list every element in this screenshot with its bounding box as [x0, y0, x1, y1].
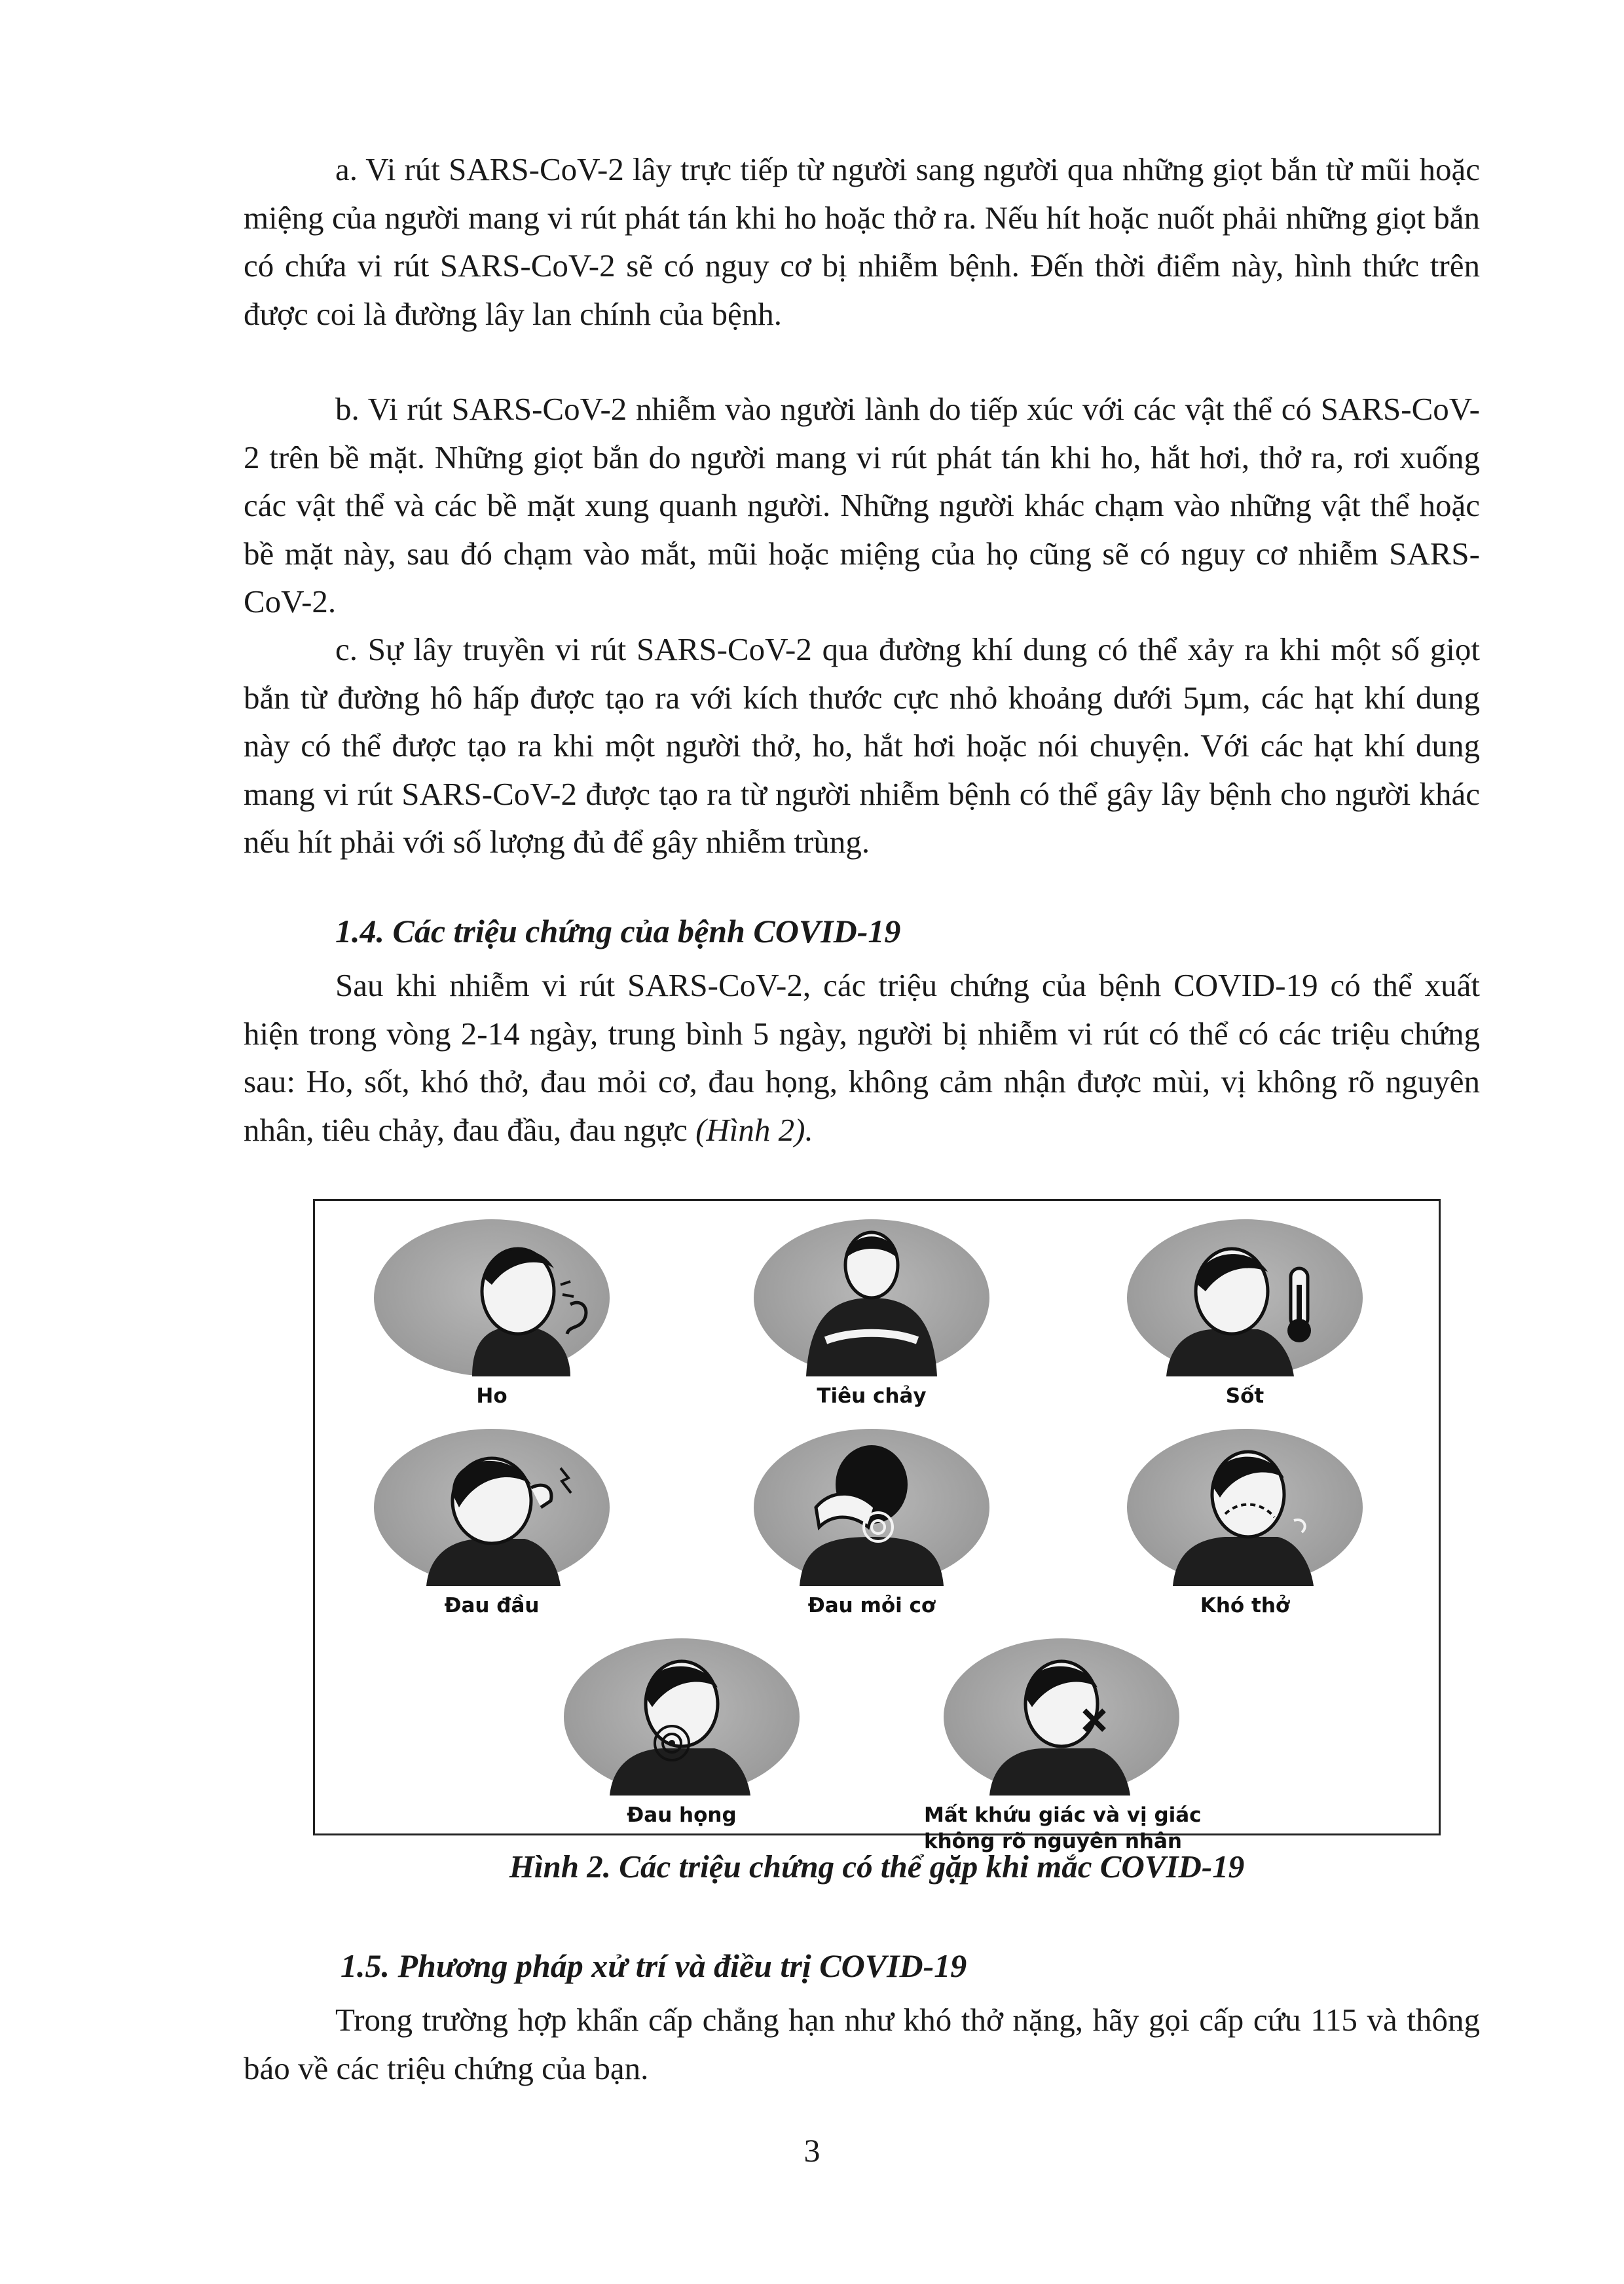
symptom-label-loss-of-smell-taste: [924, 1802, 1317, 1854]
symptom-shortness-of-breath: [1094, 1429, 1435, 1645]
section-1-4-body: [244, 961, 1480, 1154]
section-1-5-heading: 1.5. Phương pháp xử trí và điều trị COVID-19: [341, 1947, 967, 1984]
symptom-cough: [341, 1219, 682, 1435]
symptom-muscle-pain: [721, 1429, 1061, 1645]
page-number: 3: [803, 2132, 821, 2169]
section-1-4-text: Sau khi nhiễm vi rút SARS-CoV-2, các triệu chứng của bệnh COVID-19 có thể xuất hiện trong vòng 2-14 ngày, trung bình 5 ngày, người bị nhiễm vi rút có thể có các triệu chứng sau: Ho, sốt, khó thở, đau mỏi cơ, đau họng, không cảm nhận được mùi, vị không rõ nguyên nhân, tiêu chảy, đau đầu, đau ngực: [244, 967, 1480, 1148]
paragraph-c: c. Sự lây truyền vi rút SARS-CoV-2 qua đường khí dung có thể xảy ra khi một số giọt bắn từ đường hô hấp được tạo ra với kích thước cực nhỏ khoảng dưới 5µm, các hạt khí dung này có thể được tạo ra khi một người thở, ho, hắt hơi hoặc nói chuyện. Với các hạt khí dung mang vi rút SARS-CoV-2 được tạo ra từ người nhiễm bệnh có thể gây lây bệnh cho người khác nếu hít phải với số lượng đủ để gây nhiễm trùng.: [244, 631, 1480, 860]
coughing-person-icon: [374, 1219, 610, 1376]
shortness-of-breath-icon: [1127, 1429, 1363, 1586]
fever-thermometer-icon: [1127, 1219, 1363, 1376]
stomach-ache-icon: [754, 1219, 989, 1376]
neck-pain-icon: [754, 1429, 989, 1586]
paragraph-a: a. Vi rút SARS-CoV-2 lây trực tiếp từ người sang người qua những giọt bắn từ mũi hoặc miệng của người mang vi rút phát tán khi ho hoặc thở ra. Nếu hít hoặc nuốt phải những giọt bắn có chứa vi rút SARS-CoV-2 sẽ có nguy cơ bị nhiễm bệnh. Đến thời điểm này, hình thức trên được coi là đường lây lan chính của bệnh.: [244, 151, 1480, 332]
symptom-fever: [1094, 1219, 1435, 1435]
sore-throat-icon: [564, 1638, 800, 1796]
symptom-label-diarrhea: Tiêu chảy: [817, 1384, 927, 1408]
section-1-5-body: Trong trường hợp khẩn cấp chẳng hạn như khó thở nặng, hãy gọi cấp cứu 115 và thông báo về các triệu chứng của bạn.: [244, 2002, 1480, 2086]
symptom-label-line-2: không rõ nguyên nhân: [924, 1830, 1182, 1853]
section-1-5-body-block: [244, 1996, 1480, 2092]
symptom-label-headache: Đau đầu: [444, 1594, 540, 1617]
paragraph-a-block: [244, 145, 1480, 338]
paragraph-b-block: [244, 385, 1480, 626]
symptom-label-sore-throat: Đau họng: [627, 1803, 737, 1827]
symptom-headache: [341, 1429, 682, 1645]
section-1-4-body-block: [244, 961, 1480, 1154]
paragraph-b: b. Vi rút SARS-CoV-2 nhiễm vào người lành do tiếp xúc với các vật thể có SARS-CoV-2 trên bề mặt. Những giọt bắn do người mang vi rút phát tán khi ho, hắt hơi, thở ra, rơi xuống các vật thể và các bề mặt xung quanh người. Những người khác chạm vào những vật thể hoặc bề mặt này, sau đó chạm vào mắt, mũi hoặc miệng của họ cũng sẽ có nguy cơ nhiễm SARS-CoV-2.: [244, 391, 1480, 619]
loss-of-smell-taste-icon: [944, 1638, 1179, 1796]
symptom-label-shortness-of-breath: Khó thở: [1200, 1594, 1290, 1617]
symptom-label-muscle-pain: Đau mỏi cơ: [807, 1594, 936, 1617]
symptom-sore-throat: [531, 1638, 872, 1854]
symptom-label-fever: Sốt: [1225, 1384, 1264, 1408]
headache-icon: [374, 1429, 610, 1586]
figure-caption: Hình 2. Các triệu chứng có thể gặp khi mắc COVID-19: [509, 1849, 1245, 1885]
symptom-diarrhea: [721, 1219, 1061, 1435]
symptom-loss-of-smell-taste: [911, 1638, 1369, 1854]
symptoms-figure: [313, 1199, 1441, 1853]
paragraph-c-block: [244, 625, 1480, 866]
section-1-4-heading: 1.4. Các triệu chứng của bệnh COVID-19: [335, 913, 901, 949]
figure-reference: (Hình 2).: [695, 1111, 813, 1148]
symptom-label-cough: Ho: [476, 1384, 507, 1408]
symptom-label-line-1: Mất khứu giác và vị giác: [924, 1803, 1202, 1827]
